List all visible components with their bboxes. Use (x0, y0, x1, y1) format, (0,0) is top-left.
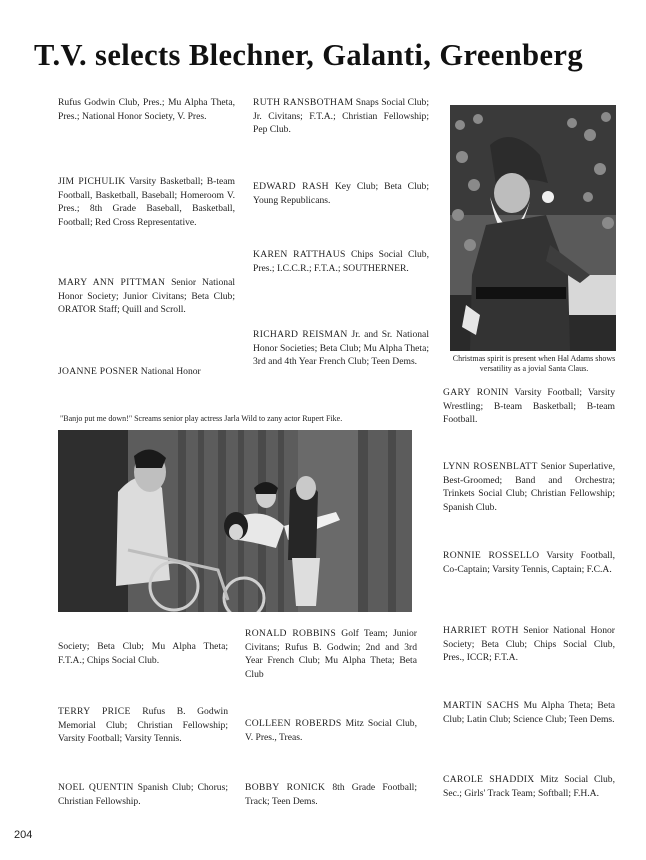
entry-text: Varsity Football, Co-Captain; Varsity Tennis, Captain; F.C.A. (443, 550, 615, 575)
santa-claus-photo (450, 105, 616, 351)
entry-text: National Honor (138, 366, 201, 377)
entry-text: Senior National Honor Society; Beta Club; Chips Social Club, Pres., ICCR; F.T.A. (443, 625, 615, 664)
entry-name: NOEL QUENTIN (58, 782, 134, 793)
entry-name: RONALD ROBBINS (245, 628, 337, 639)
entry-ronin (443, 386, 615, 427)
entry-name: CAROLE SHADDIX (443, 774, 535, 785)
entry-text: Golf Team; Junior Civitans; Rufus B. Godwin; 2nd and 3rd Year French Club; Mu Alpha Theta; Beta Club (245, 628, 417, 680)
entry-text: Chips Social Club, Pres.; I.C.C.R.; F.T.A.; SOUTHERNER. (253, 249, 429, 274)
entry-name: TERRY PRICE (58, 706, 131, 717)
page-title: T.V. selects Blechner, Galanti, Greenberg (34, 38, 583, 72)
entry-ronick (245, 781, 417, 808)
santa-caption: Christmas spirit is present when Hal Adams shows versatility as a jovial Santa Claus. (452, 354, 616, 373)
entry-name: HARRIET ROTH (443, 625, 519, 636)
entry-name: COLLEEN ROBERDS (245, 718, 342, 729)
entry-name: JIM PICHULIK (58, 176, 126, 187)
entry-text: Mu Alpha Theta; Beta Club; Latin Club; Science Club; Teen Dems. (443, 700, 615, 725)
entry-name: LYNN ROSENBLATT (443, 461, 538, 472)
entry-text: Key Club; Beta Club; Young Republicans. (253, 181, 429, 206)
entry-name: RONNIE ROSSELLO (443, 550, 540, 561)
entry-text: Mitz Social Club, V. Pres., Treas. (245, 718, 417, 743)
entry-name: EDWARD RASH (253, 181, 329, 192)
entry-robbins (245, 627, 417, 681)
entry-rossello (443, 549, 615, 576)
entry-name: KAREN RATTHAUS (253, 249, 346, 260)
entry-text: Rufus Godwin Club, Pres.; Mu Alpha Theta, Pres.; National Honor Society, V. Pres. (58, 97, 235, 122)
entry-pittman (58, 276, 235, 317)
santa-photo-drawing (450, 105, 616, 351)
entry-sachs (443, 699, 615, 726)
entry-text: Snaps Social Club; Jr. Civitans; F.T.A.; Christian Fellowship; Pep Club. (253, 97, 429, 136)
entry-name: MARY ANN PITTMAN (58, 277, 166, 288)
entry-name: RICHARD REISMAN (253, 329, 348, 340)
entry-ratthaus (253, 248, 429, 275)
entry-name: BOBBY RONICK (245, 782, 326, 793)
entry-reisman (253, 328, 429, 369)
entry-text: Jr. and Sr. National Honor Societies; Beta Club; Mu Alpha Theta; 3rd and 4th Year French Club; Teen Dems. (253, 329, 429, 368)
entry-name: MARTIN SACHS (443, 700, 520, 711)
entry-shaddix (443, 773, 615, 800)
entry-name: JOANNE POSNER (58, 366, 139, 377)
entry-quentin (58, 781, 228, 808)
page-number: 204 (14, 829, 33, 841)
entry-text: Senior National Honor Society; Junior Civitans; Beta Club; ORATOR Staff; Quill and Scroll. (58, 277, 235, 316)
entry-text: 8th Grade Football; Track; Teen Dems. (245, 782, 417, 807)
entry-posner-continued (58, 640, 228, 667)
banjo-caption: "Banjo put me down!" Screams senior play actress Jarla Wild to zany actor Rupert Fike. (60, 414, 343, 423)
entry-posner (58, 365, 248, 379)
entry-text: Rufus B. Godwin Memorial Club; Christian Fellowship; Varsity Football; Varsity Tennis. (58, 706, 229, 745)
entry-text: Senior Superlative, Best-Groomed; Band and Orchestra; Trinkets Social Club; Christian Fellowship; Spanish Club. (443, 461, 615, 513)
entry-rash (253, 180, 429, 207)
entry-rosenblatt (443, 460, 615, 514)
entry-text: Mitz Social Club, Sec.; Girls' Track Team; Softball; F.H.A. (443, 774, 615, 799)
entry-ransbotham (253, 96, 429, 137)
entry-pichulik (58, 175, 235, 229)
entry-name: RUTH RANSBOTHAM (253, 97, 354, 108)
entry-text: Varsity Football; Varsity Wrestling; B-team Basketball; B-team Football. (443, 387, 615, 426)
entry-roth (443, 624, 615, 665)
entry-roberds (245, 717, 417, 744)
entry-text: Varsity Basketball; B-team Football, Basketball, Baseball; Homeroom V. Pres.; 8th Grade Baseball, Basketball, Football; Red Cross Representative. (58, 176, 235, 228)
senior-play-photo (58, 430, 412, 612)
entry-name: GARY RONIN (443, 387, 509, 398)
entry-godwin-club (58, 96, 235, 123)
entry-price (58, 705, 228, 746)
senior-play-drawing (58, 430, 412, 612)
entry-text: Spanish Club; Chorus; Christian Fellowship. (58, 782, 228, 807)
entry-text: Society; Beta Club; Mu Alpha Theta; F.T.A.; Chips Social Club. (58, 641, 228, 666)
